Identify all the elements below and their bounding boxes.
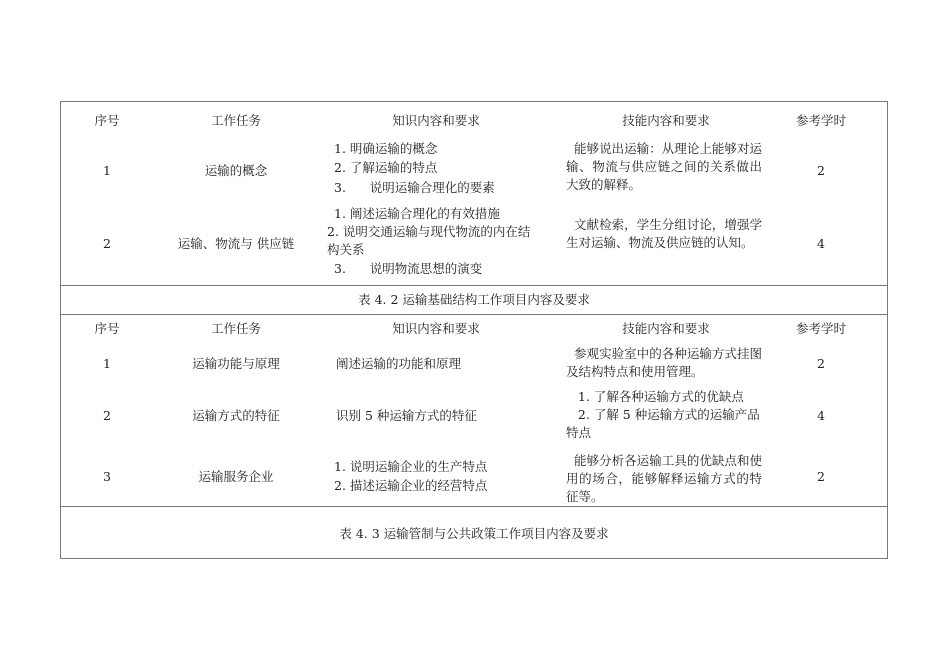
skill-text: 参观实验室中的各种运输方式挂图及结构特点和使用管理。 <box>566 346 762 379</box>
row-task: 运输、物流与 供应链 <box>177 236 295 251</box>
table-divider <box>61 314 887 315</box>
knowledge-line: 2. 了解运输的特点 <box>334 160 438 175</box>
knowledge-line: 2. 描述运输企业的经营特点 <box>334 478 488 493</box>
row-number: 2 <box>103 408 111 423</box>
skill-text: 能够分析各运输工具的优缺点和使用的场合，能够解释运输方式的特征等。 <box>566 453 762 504</box>
knowledge-line: 1. 阐述运输合理化的有效措施 <box>334 206 500 221</box>
table-divider <box>61 285 887 286</box>
header-hours: 参考学时 <box>795 321 846 336</box>
header-task: 工作任务 <box>210 321 261 336</box>
row-number: 1 <box>103 163 111 178</box>
skill-line: 2. 了解 5 种运输方式的运输产品特点 <box>566 407 760 440</box>
table-divider <box>61 506 887 507</box>
row-task: 运输服务企业 <box>198 469 274 484</box>
header-knowledge: 知识内容和要求 <box>392 113 480 128</box>
header-no: 序号 <box>94 113 120 128</box>
knowledge-line: 识别 5 种运输方式的特征 <box>336 408 477 423</box>
requirements-table <box>60 101 888 559</box>
knowledge-line: 阐述运输的功能和原理 <box>336 356 462 371</box>
row-hours: 2 <box>817 469 825 484</box>
knowledge-line: 3. 说明物流思想的演变 <box>334 261 483 276</box>
row-hours: 4 <box>817 236 825 251</box>
header-skill: 技能内容和要求 <box>622 321 710 336</box>
header-knowledge: 知识内容和要求 <box>392 321 480 336</box>
header-skill: 技能内容和要求 <box>622 113 710 128</box>
skill-text: 文献检索，学生分组讨论，增强学生对运输、物流及供应链的认知。 <box>566 217 762 250</box>
skill-text: 能够说出运输：从理论上能够对运输、物流与供应链之间的关系做出大致的解释。 <box>566 141 762 192</box>
table-caption: 表 4. 3 运输管制与公共政策工作项目内容及要求 <box>339 526 609 541</box>
knowledge-line: 1. 明确运输的概念 <box>334 141 438 156</box>
row-hours: 2 <box>817 163 825 178</box>
header-task: 工作任务 <box>210 113 261 128</box>
row-number: 2 <box>103 236 111 251</box>
knowledge-line: 2. 说明交通运输与现代物流的内在结构关系 <box>327 224 531 257</box>
knowledge-line: 3. 说明运输合理化的要素 <box>334 180 495 195</box>
row-number: 1 <box>103 356 111 371</box>
skill-line: 1. 了解各种运输方式的优缺点 <box>566 389 744 404</box>
header-hours: 参考学时 <box>795 113 846 128</box>
table-caption: 表 4. 2 运输基础结构工作项目内容及要求 <box>358 292 590 307</box>
row-task: 运输功能与原理 <box>192 356 280 371</box>
row-hours: 2 <box>817 356 825 371</box>
row-task: 运输方式的特征 <box>192 408 280 423</box>
row-hours: 4 <box>817 408 825 423</box>
knowledge-line: 1. 说明运输企业的生产特点 <box>334 459 488 474</box>
row-task: 运输的概念 <box>204 163 268 178</box>
header-no: 序号 <box>94 321 120 336</box>
row-number: 3 <box>103 469 111 484</box>
